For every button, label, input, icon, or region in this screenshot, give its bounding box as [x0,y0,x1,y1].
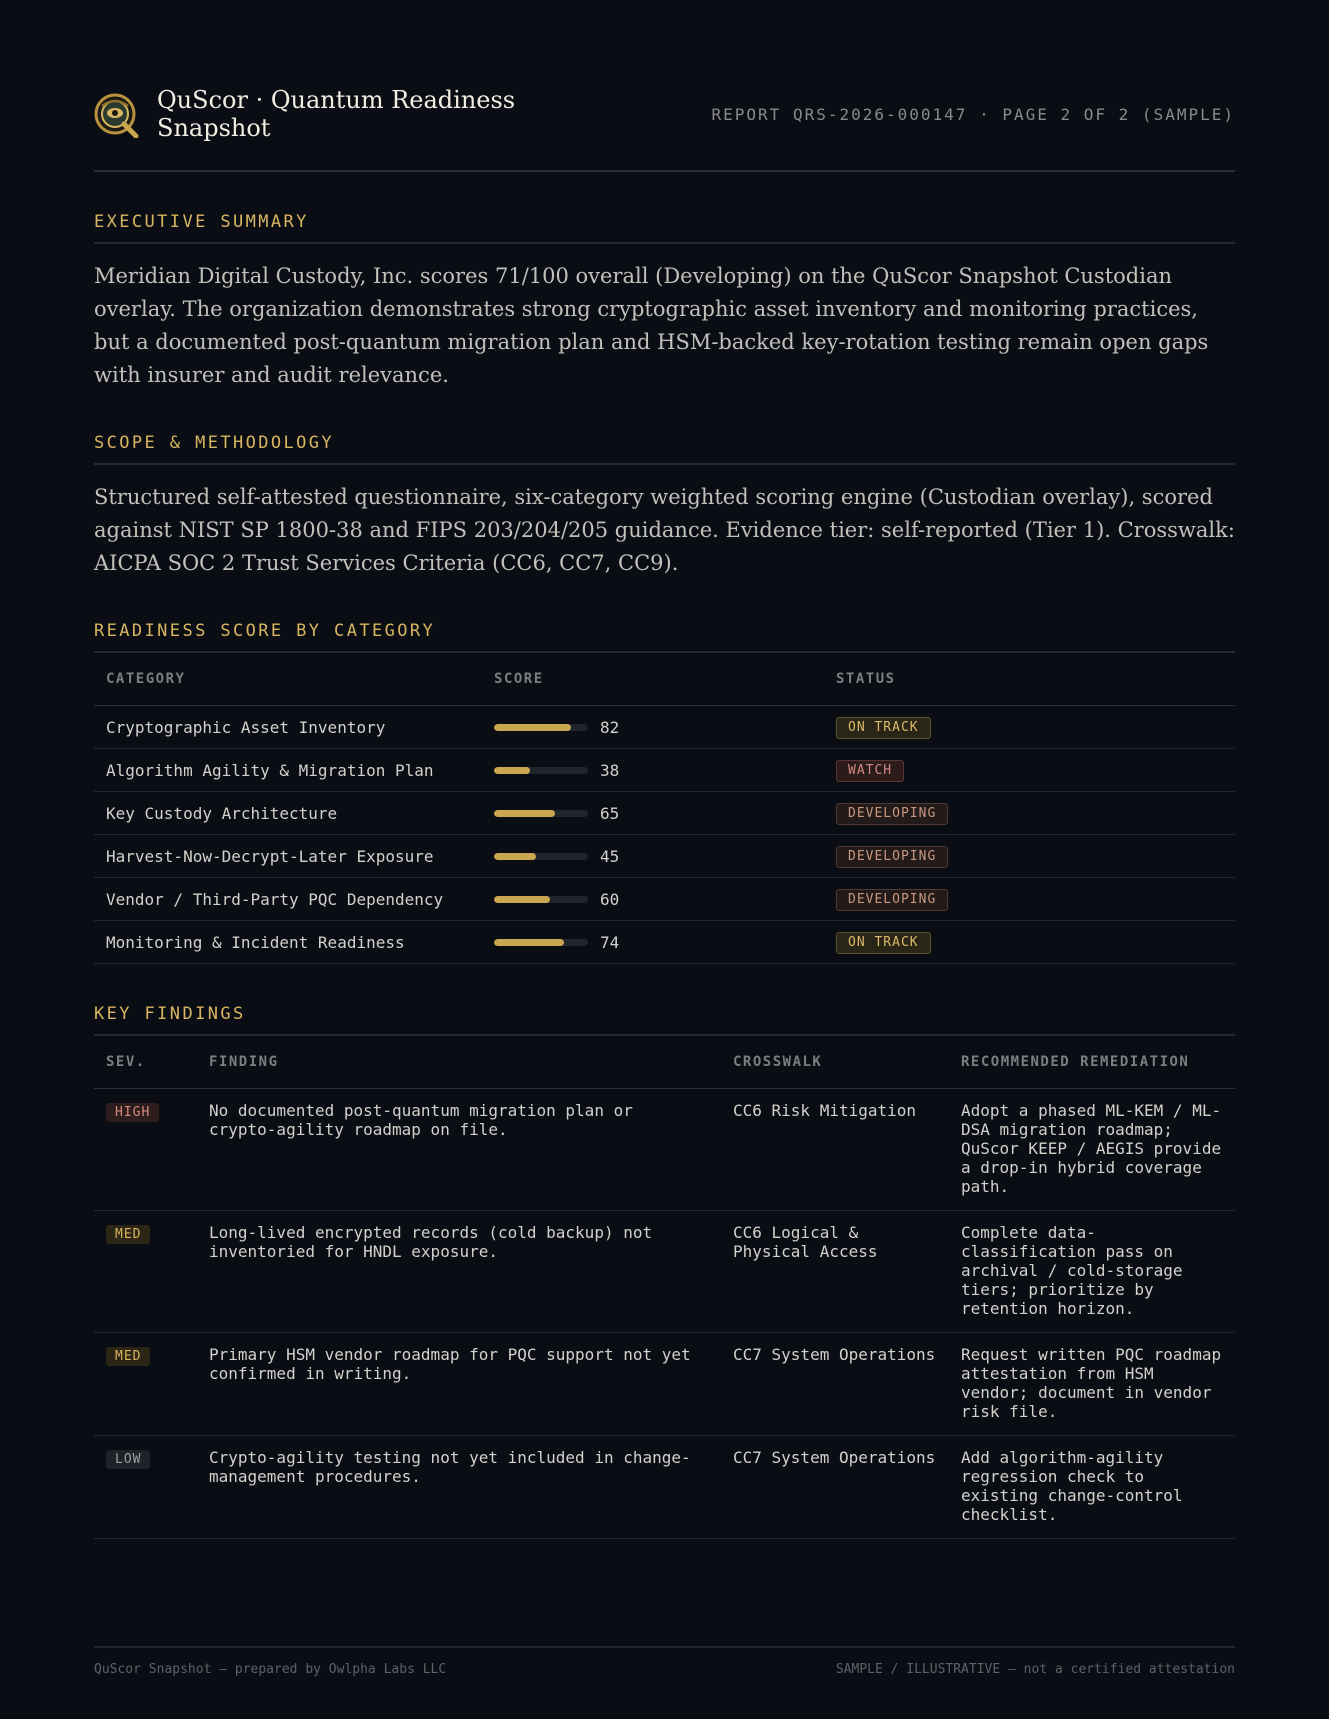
table-row [94,921,1235,964]
table-row [94,792,1235,835]
severity-cell [94,1436,197,1539]
remediation-cell: Adopt a phased ML-KEM / ML-DSA migration roadmap; QuScor KEEP / AEGIS provide a drop-in hybrid coverage path. [949,1089,1235,1211]
score-cell [482,749,824,792]
footer-disclaimer: SAMPLE / ILLUSTRATIVE — not a certified attestation [835,1662,1235,1677]
column-header-finding: FINDING [197,1036,721,1089]
footer-prepared-by: QuScor Snapshot — prepared by Owlpha Labs LLC [94,1662,447,1677]
score-bar [494,853,588,860]
severity-cell [94,1089,197,1211]
score-value: 65 [600,804,620,823]
status-badge: ON TRACK [836,932,931,954]
table-header-row [94,653,1235,706]
category-cell: Key Custody Architecture [94,792,482,835]
finding-cell: Crypto-agility testing not yet included in change-management procedures. [197,1436,721,1539]
score-value: 60 [600,890,620,909]
table-row [94,1436,1235,1539]
status-badge: ON TRACK [836,717,931,739]
remediation-cell: Complete data-classification pass on archival / cold-storage tiers; prioritize by retention horizon. [949,1211,1235,1333]
score-cell [482,835,824,878]
status-badge: DEVELOPING [836,803,948,825]
score-bar [494,896,588,903]
status-badge: WATCH [836,760,904,782]
score-cell [482,792,824,835]
status-cell [824,921,1235,964]
status-badge: DEVELOPING [836,889,948,911]
table-header-row [94,1036,1235,1089]
category-cell: Vendor / Third-Party PQC Dependency [94,878,482,921]
crosswalk-cell: CC6 Risk Mitigation [721,1089,949,1211]
score-bar [494,810,588,817]
crosswalk-cell: CC7 System Operations [721,1333,949,1436]
section-title: SCOPE & METHODOLOGY [94,429,1235,465]
severity-badge: HIGH [106,1103,159,1122]
report-header [94,86,1235,172]
category-cell: Harvest-Now-Decrypt-Later Exposure [94,835,482,878]
score-bar [494,767,588,774]
score-bar-fill [494,810,555,817]
status-badge: DEVELOPING [836,846,948,868]
column-header-severity: SEV. [94,1036,197,1089]
score-cell [482,921,824,964]
score-bar-fill [494,853,536,860]
column-header-score: SCORE [482,653,824,706]
severity-badge: MED [106,1225,150,1244]
status-cell [824,706,1235,749]
score-bar-fill [494,896,550,903]
score-bar [494,724,588,731]
category-cell: Monitoring & Incident Readiness [94,921,482,964]
status-cell [824,835,1235,878]
section-title: EXECUTIVE SUMMARY [94,208,1235,244]
status-cell [824,749,1235,792]
column-header-category: CATEGORY [94,653,482,706]
column-header-remediation: RECOMMENDED REMEDIATION [949,1036,1235,1089]
category-cell: Algorithm Agility & Migration Plan [94,749,482,792]
table-row [94,878,1235,921]
remediation-cell: Request written PQC roadmap attestation from HSM vendor; document in vendor risk file. [949,1333,1235,1436]
score-value: 74 [600,933,620,952]
executive-summary-section [94,208,1235,392]
executive-summary-text: Meridian Digital Custody, Inc. scores 71/100 overall (Developing) on the QuScor Snapshot Custodian overlay. The organization demonstrates strong cryptographic asset inventory and monitoring practices, but a documented post-quantum migration plan and HSM-backed key-rotation testing remain open gaps with insurer and audit relevance. [94,264,1209,387]
score-bar [494,939,588,946]
report-footer [94,1646,1235,1686]
severity-badge: MED [106,1347,150,1366]
status-cell [824,792,1235,835]
finding-cell: No documented post-quantum migration plan or crypto-agility roadmap on file. [197,1089,721,1211]
score-value: 82 [600,718,620,737]
score-value: 38 [600,761,620,780]
finding-cell: Primary HSM vendor roadmap for PQC support not yet confirmed in writing. [197,1333,721,1436]
remediation-cell: Add algorithm-agility regression check to existing change-control checklist. [949,1436,1235,1539]
crosswalk-cell: CC7 System Operations [721,1436,949,1539]
section-title: KEY FINDINGS [94,1000,1235,1036]
column-header-crosswalk: CROSSWALK [721,1036,949,1089]
severity-cell [94,1211,197,1333]
report-title: QuScor · Quantum Readiness Snapshot [157,86,516,142]
category-cell: Cryptographic Asset Inventory [94,706,482,749]
crosswalk-cell: CC6 Logical & Physical Access [721,1211,949,1333]
status-cell [824,878,1235,921]
key-findings-section [94,1000,1235,1539]
score-bar-fill [494,767,530,774]
finding-cell: Long-lived encrypted records (cold backup) not inventoried for HNDL exposure. [197,1211,721,1333]
table-row [94,835,1235,878]
owl-q-logo-icon [94,92,140,138]
section-title: READINESS SCORE BY CATEGORY [94,617,1235,653]
readiness-section [94,617,1235,964]
severity-badge: LOW [106,1450,150,1469]
score-cell [482,878,824,921]
scope-section [94,429,1235,580]
readiness-table [94,653,1235,964]
score-bar-fill [494,939,564,946]
table-row [94,1089,1235,1211]
score-bar-fill [494,724,571,731]
report-id: REPORT QRS-2026-000147 · PAGE 2 OF 2 (SAMPLE) [711,105,1235,124]
scope-text: Structured self-attested questionnaire, six-category weighted scoring engine (Custodian overlay), scored against NIST SP 1800-38 and FIPS 203/204/205 guidance. Evidence tier: self-reported (Tier 1). Crosswalk: AICPA SOC 2 Trust Services Criteria (CC6, CC7, CC9). [94,485,1235,575]
findings-table [94,1036,1235,1539]
table-row [94,1333,1235,1436]
score-cell [482,706,824,749]
table-row [94,1211,1235,1333]
severity-cell [94,1333,197,1436]
table-row [94,749,1235,792]
column-header-status: STATUS [824,653,1235,706]
table-row [94,706,1235,749]
score-value: 45 [600,847,620,866]
